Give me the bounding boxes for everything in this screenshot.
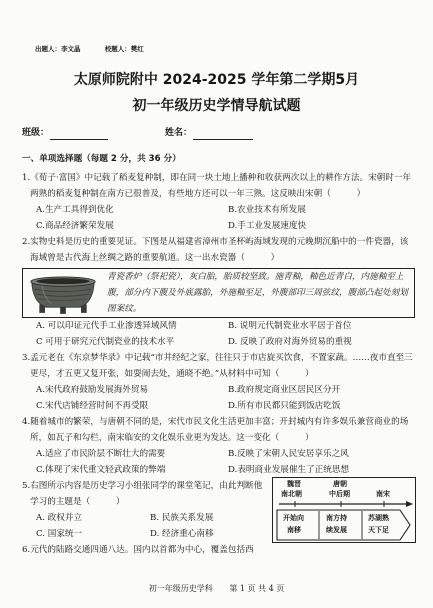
option-d: D.所有市民都只能到饭店吃饭 — [228, 401, 341, 411]
option-a: A.适应了市民阶层不断壮大的需要 — [36, 449, 166, 459]
option-b: B.农业技术有所发展 — [228, 205, 306, 215]
question-6 — [0, 542, 433, 558]
class-label: 班级： — [22, 128, 50, 138]
stage-3-line-2: 天下足 — [368, 526, 389, 534]
question-3 — [0, 350, 433, 414]
question-list — [0, 170, 433, 558]
artifact-figure — [22, 268, 415, 318]
option-c: C.体现了宋代重文轻武政策的弊端 — [36, 465, 166, 475]
period-southern-northern: 南北朝 — [281, 490, 302, 498]
celadon-censer-image — [27, 272, 99, 314]
stage-2-line-1: 南方持 — [326, 514, 347, 522]
artifact-caption: 青瓷香炉（祭祀瓷），灰白胎，胎质较坚致。施青釉，釉色近青白，内施釉至上腹，部分内下腹及外底露胎，外施釉至足，外腹部印三周弦纹，腹部凸起处刻划图案纹。 — [107, 272, 408, 314]
footer-page-number: 第 1 页 共 4 页 — [229, 584, 285, 593]
option-b: B.反映了宋朝人民安居享乐之风 — [228, 449, 349, 459]
option-a: A. 政权并立 — [36, 513, 83, 523]
answer-options — [36, 318, 433, 350]
question-1 — [0, 170, 433, 234]
option-d: D. 经济重心南移 — [150, 529, 214, 539]
option-a: A.生产工具得到优化 — [36, 205, 114, 215]
stage-1-line-1: 开始向 — [283, 514, 304, 522]
question-stem: 2.实物史料是历史的重要见证。下图是从福建省漳州市圣杯屿海域发现的元晚期沉船中的一件瓷器，该海域曾是古代海上丝绸之路的重要航道。这一出水瓷器（ ） — [22, 237, 409, 263]
page-footer — [0, 583, 433, 595]
paper-credits — [35, 45, 144, 54]
class-blank — [50, 127, 108, 140]
class-notes-diagram — [272, 477, 416, 543]
option-b: B. 说明元代制瓷业水平居于首位 — [228, 321, 352, 331]
option-b: B. 民族关系发展 — [150, 513, 214, 523]
question-5 — [0, 478, 433, 542]
question-stem: 1.《荀子·富国》中记载了稻麦复种制，即在同一块土地上播种和收获两次以上的耕作方法。宋朝时一年两熟的稻麦复种制在南方已很普及，有些地方还可以一年三熟。这反映出宋朝（ ） — [22, 173, 412, 199]
question-stem: 5.右图所示内容是历史学习小组张同学的课堂笔记，由此判断他学习的主题是（ ） — [22, 481, 263, 507]
stage-3-line-1: 苏湖熟 — [368, 514, 389, 522]
answer-options — [36, 202, 433, 234]
question-stem: 4.随着城市的繁荣，与唐朝不同的是，宋代市民文化生活更加丰富；开封城内有许多娱乐兼营商业的场所，如瓦子和勾栏，南宋临安的文化娱乐业更为发达。这一变化（ ） — [22, 417, 409, 443]
option-a: A. 可以印证元代手工业渗透异域风情 — [36, 321, 177, 331]
period-wei-jin: 魏晋 — [287, 480, 301, 488]
name-blank — [193, 127, 253, 140]
question-stem: 3.孟元老在《东京梦华录》中记载“市井经纪之家，往往只于市店旋买饮食，不置家蔬。……夜市直至三更尽，才五更又复开张，如耍闹去处，通晓不绝。”从材料中可知（ ） — [22, 353, 413, 379]
stage-2-line-2: 续发展 — [326, 526, 347, 534]
exam-title-school-term: 太原师院附中 2024-2025 学年第二学期5月 — [73, 72, 360, 88]
question-stem: 6.元代的陆路交通四通八达。国内以首都为中心，覆盖包括西 — [22, 545, 254, 555]
answer-options — [36, 382, 433, 414]
option-d: D.表明商业发展催生了正统思想 — [228, 465, 350, 475]
option-c: C.宋代店铺经营时间不再受限 — [36, 401, 149, 411]
option-c: C 可用于研究元代制瓷业的技术水平 — [36, 337, 175, 347]
period-tang-late: 中后期 — [329, 490, 350, 498]
section-heading: 一、单项选择题（每题 2 分，共 36 分） — [22, 154, 181, 164]
option-d: D.手工业发展速度快 — [228, 221, 307, 231]
option-a: A.宋代政府鼓励发展海外贸易 — [36, 385, 149, 395]
question-4 — [0, 414, 433, 478]
student-info — [0, 127, 433, 141]
question-checker: 校题人：樊红 — [104, 45, 144, 53]
option-b: B.政府规定商业区居民区分开 — [228, 385, 341, 395]
question-setter: 出题人：李文晶 — [35, 45, 81, 53]
option-d: D. 反映了政府对海外贸易的重视 — [228, 337, 352, 347]
name-label: 姓名： — [165, 128, 193, 138]
question-2 — [0, 234, 433, 350]
footer-subject: 初一年级历史学科 — [148, 584, 213, 593]
exam-title-subject: 初一年级历史学情导航试题 — [132, 98, 301, 114]
period-southern-song: 南宋 — [376, 490, 390, 498]
option-c: C. 国家统一 — [36, 529, 83, 539]
stage-1-line-2: 南移 — [287, 526, 301, 534]
period-tang: 唐朝 — [333, 480, 347, 488]
option-c: C.商品经济繁荣发展 — [36, 221, 114, 231]
answer-options — [36, 446, 433, 478]
